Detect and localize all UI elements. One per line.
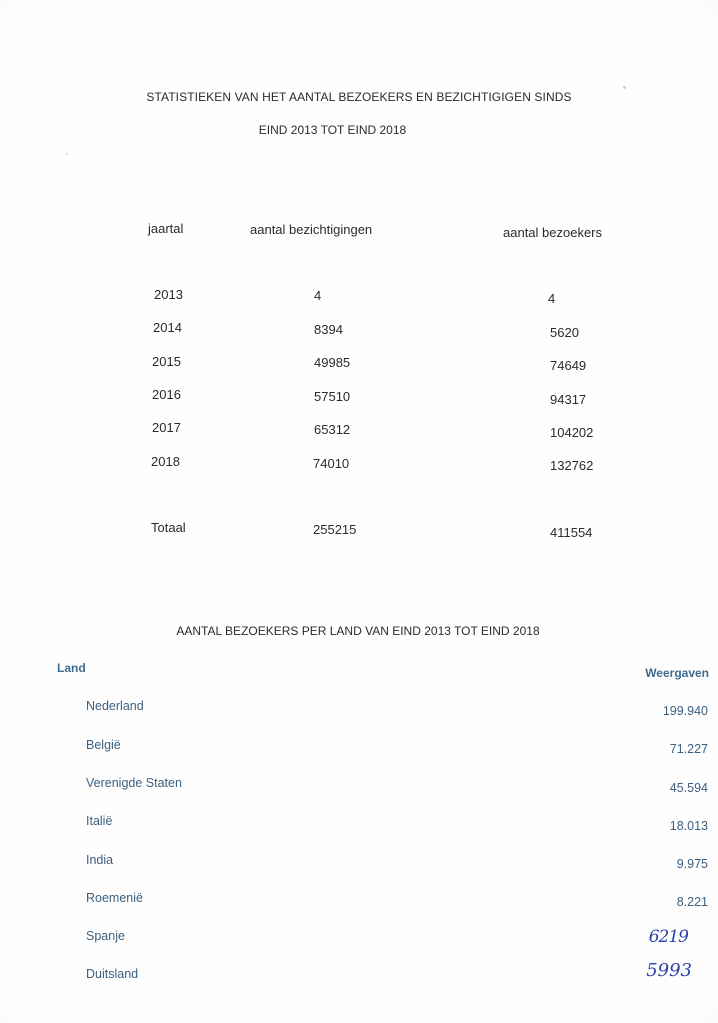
document-title-line-2: EIND 2013 TOT EIND 2018 <box>258 123 407 137</box>
cell-visitors: 74649 <box>550 358 587 373</box>
country-views: 8.221 <box>676 895 708 909</box>
total-label: Totaal <box>151 520 186 535</box>
country-name: Duitsland <box>86 967 139 981</box>
scan-speck <box>66 153 68 155</box>
scan-speck <box>623 86 626 89</box>
cell-viewings: 4 <box>314 288 322 303</box>
cell-viewings: 49985 <box>314 355 351 370</box>
header-year: jaartal <box>148 221 184 236</box>
header-land: Land <box>57 661 86 675</box>
country-views-handwritten: 6219 <box>648 927 688 947</box>
cell-visitors: 5620 <box>550 325 579 340</box>
cell-year: 2013 <box>154 287 183 302</box>
cell-year: 2014 <box>153 320 182 335</box>
header-weergaven: Weergaven <box>645 666 709 680</box>
cell-visitors: 132762 <box>550 458 594 473</box>
country-name: Spanje <box>86 929 125 943</box>
cell-viewings: 74010 <box>313 456 350 471</box>
cell-year: 2015 <box>152 354 181 369</box>
cell-viewings: 65312 <box>314 422 351 437</box>
document-title-line-1: STATISTIEKEN VAN HET AANTAL BEZOEKERS EN BEZICHTIGIGEN SINDS <box>146 90 572 104</box>
cell-visitors: 4 <box>548 291 556 306</box>
header-viewings: aantal bezichtigingen <box>250 222 373 237</box>
cell-viewings: 57510 <box>314 389 351 404</box>
cell-visitors: 94317 <box>550 392 587 407</box>
cell-year: 2016 <box>152 387 181 402</box>
country-name: Roemenië <box>86 891 143 905</box>
total-visitors: 411554 <box>550 525 593 540</box>
country-name: Nederland <box>86 699 144 713</box>
total-viewings: 255215 <box>313 522 357 537</box>
country-views: 71.227 <box>669 742 708 756</box>
country-views: 45.594 <box>669 781 708 795</box>
country-views: 9.975 <box>676 857 708 871</box>
country-name: India <box>86 853 114 867</box>
cell-viewings: 8394 <box>314 322 343 337</box>
country-views: 18.013 <box>669 819 708 833</box>
country-views: 199.940 <box>662 704 708 718</box>
country-section-title: AANTAL BEZOEKERS PER LAND VAN EIND 2013 TOT EIND 2018 <box>176 624 540 638</box>
cell-year: 2017 <box>152 420 181 435</box>
cell-year: 2018 <box>151 454 180 469</box>
cell-visitors: 104202 <box>550 425 594 440</box>
country-views-handwritten: 5993 <box>646 960 692 981</box>
country-name: Verenigde Staten <box>86 776 182 790</box>
country-name: België <box>86 738 121 752</box>
country-name: Italië <box>86 814 113 828</box>
header-visitors: aantal bezoekers <box>503 225 603 240</box>
